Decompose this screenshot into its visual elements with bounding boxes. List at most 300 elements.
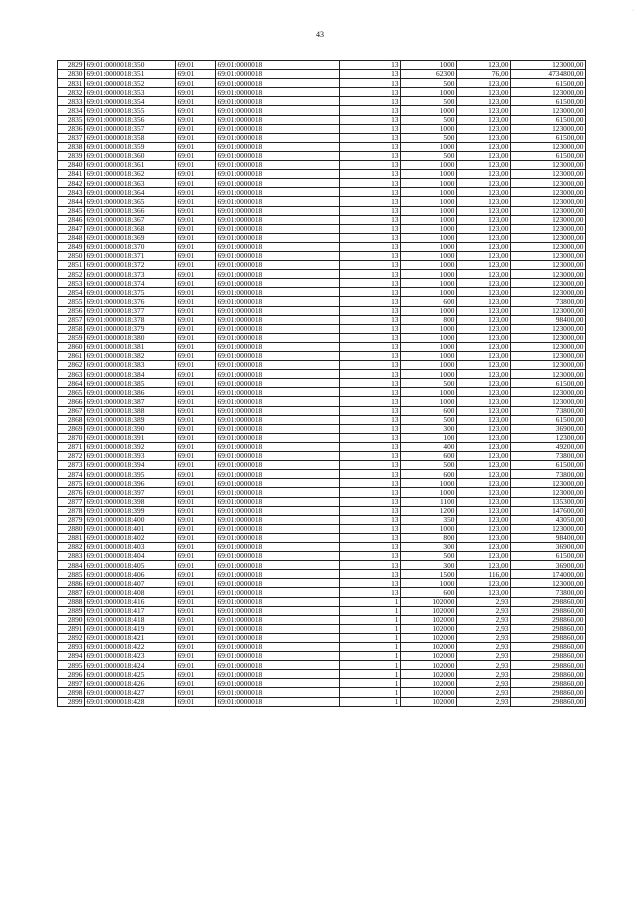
unit-price-cell: 123,00 <box>457 79 511 88</box>
category-cell: 1 <box>340 624 401 633</box>
quarter-code-cell: 69:01:0000018 <box>216 688 340 697</box>
quarter-code-cell: 69:01:0000018 <box>216 370 340 379</box>
quarter-code-cell: 69:01:0000018 <box>216 361 340 370</box>
table-row <box>58 406 586 415</box>
cadastral-number-cell: 69:01:0000018:366 <box>85 206 176 215</box>
table-row <box>58 479 586 488</box>
region-code-cell: 69:01 <box>176 542 216 551</box>
cadastral-number-cell: 69:01:0000018:391 <box>85 433 176 442</box>
cadastral-number-cell: 69:01:0000018:424 <box>85 661 176 670</box>
cadastral-number-cell: 69:01:0000018:358 <box>85 133 176 142</box>
table-row <box>58 579 586 588</box>
area-cell: 1000 <box>401 479 457 488</box>
cadastral-number-cell: 69:01:0000018:351 <box>85 70 176 79</box>
category-cell: 13 <box>340 542 401 551</box>
table-row <box>58 415 586 424</box>
total-value-cell: 123000,00 <box>511 479 586 488</box>
region-code-cell: 69:01 <box>176 170 216 179</box>
row-number-cell: 2897 <box>58 679 85 688</box>
cadastral-number-cell: 69:01:0000018:380 <box>85 333 176 342</box>
region-code-cell: 69:01 <box>176 561 216 570</box>
unit-price-cell: 123,00 <box>457 388 511 397</box>
total-value-cell: 123000,00 <box>511 188 586 197</box>
area-cell: 1000 <box>401 388 457 397</box>
cadastral-number-cell: 69:01:0000018:361 <box>85 161 176 170</box>
cadastral-number-cell: 69:01:0000018:392 <box>85 442 176 451</box>
total-value-cell: 61500,00 <box>511 552 586 561</box>
category-cell: 13 <box>340 151 401 160</box>
category-cell: 1 <box>340 652 401 661</box>
region-code-cell: 69:01 <box>176 124 216 133</box>
area-cell: 102000 <box>401 679 457 688</box>
region-code-cell: 69:01 <box>176 442 216 451</box>
area-cell: 500 <box>401 151 457 160</box>
row-number-cell: 2890 <box>58 615 85 624</box>
total-value-cell: 123000,00 <box>511 170 586 179</box>
area-cell: 1000 <box>401 524 457 533</box>
row-number-cell: 2843 <box>58 188 85 197</box>
quarter-code-cell: 69:01:0000018 <box>216 406 340 415</box>
row-number-cell: 2864 <box>58 379 85 388</box>
unit-price-cell: 123,00 <box>457 179 511 188</box>
area-cell: 1000 <box>401 88 457 97</box>
table-row <box>58 461 586 470</box>
area-cell: 1000 <box>401 324 457 333</box>
row-number-cell: 2867 <box>58 406 85 415</box>
area-cell: 500 <box>401 133 457 142</box>
row-number-cell: 2856 <box>58 306 85 315</box>
region-code-cell: 69:01 <box>176 488 216 497</box>
area-cell: 1000 <box>401 142 457 151</box>
unit-price-cell: 123,00 <box>457 142 511 151</box>
region-code-cell: 69:01 <box>176 406 216 415</box>
unit-price-cell: 2,93 <box>457 670 511 679</box>
total-value-cell: 123000,00 <box>511 288 586 297</box>
area-cell: 1000 <box>401 288 457 297</box>
area-cell: 500 <box>401 461 457 470</box>
row-number-cell: 2842 <box>58 179 85 188</box>
unit-price-cell: 123,00 <box>457 406 511 415</box>
row-number-cell: 2836 <box>58 124 85 133</box>
cadastral-number-cell: 69:01:0000018:375 <box>85 288 176 297</box>
category-cell: 13 <box>340 324 401 333</box>
region-code-cell: 69:01 <box>176 379 216 388</box>
total-value-cell: 61500,00 <box>511 379 586 388</box>
quarter-code-cell: 69:01:0000018 <box>216 524 340 533</box>
row-number-cell: 2873 <box>58 461 85 470</box>
row-number-cell: 2894 <box>58 652 85 661</box>
table-row <box>58 542 586 551</box>
area-cell: 1000 <box>401 233 457 242</box>
total-value-cell: 298860,00 <box>511 606 586 615</box>
quarter-code-cell: 69:01:0000018 <box>216 79 340 88</box>
area-cell: 102000 <box>401 597 457 606</box>
area-cell: 1000 <box>401 333 457 342</box>
table-row <box>58 433 586 442</box>
category-cell: 13 <box>340 97 401 106</box>
quarter-code-cell: 69:01:0000018 <box>216 670 340 679</box>
quarter-code-cell: 69:01:0000018 <box>216 224 340 233</box>
quarter-code-cell: 69:01:0000018 <box>216 242 340 251</box>
unit-price-cell: 76,00 <box>457 70 511 79</box>
area-cell: 500 <box>401 552 457 561</box>
total-value-cell: 61500,00 <box>511 133 586 142</box>
area-cell: 1000 <box>401 261 457 270</box>
row-number-cell: 2868 <box>58 415 85 424</box>
total-value-cell: 123000,00 <box>511 251 586 260</box>
unit-price-cell: 123,00 <box>457 115 511 124</box>
area-cell: 1000 <box>401 188 457 197</box>
cadastral-number-cell: 69:01:0000018:422 <box>85 643 176 652</box>
unit-price-cell: 123,00 <box>457 552 511 561</box>
cadastral-number-cell: 69:01:0000018:357 <box>85 124 176 133</box>
cadastral-number-cell: 69:01:0000018:403 <box>85 542 176 551</box>
unit-price-cell: 123,00 <box>457 588 511 597</box>
unit-price-cell: 123,00 <box>457 506 511 515</box>
category-cell: 13 <box>340 570 401 579</box>
category-cell: 1 <box>340 606 401 615</box>
unit-price-cell: 2,93 <box>457 652 511 661</box>
total-value-cell: 73800,00 <box>511 452 586 461</box>
region-code-cell: 69:01 <box>176 106 216 115</box>
cadastral-number-cell: 69:01:0000018:371 <box>85 251 176 260</box>
row-number-cell: 2833 <box>58 97 85 106</box>
unit-price-cell: 123,00 <box>457 61 511 70</box>
cadastral-number-cell: 69:01:0000018:400 <box>85 515 176 524</box>
category-cell: 13 <box>340 242 401 251</box>
unit-price-cell: 123,00 <box>457 342 511 351</box>
area-cell: 102000 <box>401 661 457 670</box>
total-value-cell: 123000,00 <box>511 224 586 233</box>
total-value-cell: 123000,00 <box>511 352 586 361</box>
table-row <box>58 88 586 97</box>
quarter-code-cell: 69:01:0000018 <box>216 579 340 588</box>
unit-price-cell: 123,00 <box>457 370 511 379</box>
unit-price-cell: 2,93 <box>457 597 511 606</box>
table-row <box>58 170 586 179</box>
area-cell: 1000 <box>401 179 457 188</box>
area-cell: 1000 <box>401 106 457 115</box>
cadastral-number-cell: 69:01:0000018:368 <box>85 224 176 233</box>
category-cell: 13 <box>340 497 401 506</box>
category-cell: 1 <box>340 670 401 679</box>
category-cell: 13 <box>340 588 401 597</box>
cadastral-number-cell: 69:01:0000018:404 <box>85 552 176 561</box>
category-cell: 1 <box>340 643 401 652</box>
region-code-cell: 69:01 <box>176 552 216 561</box>
row-number-cell: 2834 <box>58 106 85 115</box>
table-row <box>58 533 586 542</box>
quarter-code-cell: 69:01:0000018 <box>216 606 340 615</box>
row-number-cell: 2884 <box>58 561 85 570</box>
region-code-cell: 69:01 <box>176 670 216 679</box>
quarter-code-cell: 69:01:0000018 <box>216 106 340 115</box>
area-cell: 102000 <box>401 688 457 697</box>
region-code-cell: 69:01 <box>176 324 216 333</box>
region-code-cell: 69:01 <box>176 297 216 306</box>
table-row <box>58 315 586 324</box>
cadastral-number-cell: 69:01:0000018:370 <box>85 242 176 251</box>
row-number-cell: 2885 <box>58 570 85 579</box>
quarter-code-cell: 69:01:0000018 <box>216 624 340 633</box>
row-number-cell: 2871 <box>58 442 85 451</box>
total-value-cell: 123000,00 <box>511 124 586 133</box>
unit-price-cell: 123,00 <box>457 479 511 488</box>
total-value-cell: 36900,00 <box>511 424 586 433</box>
quarter-code-cell: 69:01:0000018 <box>216 261 340 270</box>
area-cell: 1000 <box>401 306 457 315</box>
quarter-code-cell: 69:01:0000018 <box>216 133 340 142</box>
total-value-cell: 98400,00 <box>511 533 586 542</box>
table-row <box>58 352 586 361</box>
category-cell: 13 <box>340 251 401 260</box>
cadastral-number-cell: 69:01:0000018:369 <box>85 233 176 242</box>
total-value-cell: 43050,00 <box>511 515 586 524</box>
region-code-cell: 69:01 <box>176 433 216 442</box>
row-number-cell: 2883 <box>58 552 85 561</box>
table-row <box>58 615 586 624</box>
table-row <box>58 652 586 661</box>
total-value-cell: 123000,00 <box>511 324 586 333</box>
table-row <box>58 279 586 288</box>
row-number-cell: 2895 <box>58 661 85 670</box>
category-cell: 13 <box>340 442 401 451</box>
row-number-cell: 2837 <box>58 133 85 142</box>
quarter-code-cell: 69:01:0000018 <box>216 179 340 188</box>
total-value-cell: 123000,00 <box>511 524 586 533</box>
row-number-cell: 2879 <box>58 515 85 524</box>
category-cell: 13 <box>340 197 401 206</box>
category-cell: 13 <box>340 70 401 79</box>
table-row <box>58 70 586 79</box>
table-row <box>58 524 586 533</box>
row-number-cell: 2869 <box>58 424 85 433</box>
category-cell: 13 <box>340 315 401 324</box>
cadastral-number-cell: 69:01:0000018:418 <box>85 615 176 624</box>
category-cell: 1 <box>340 679 401 688</box>
table-row <box>58 624 586 633</box>
table-row <box>58 670 586 679</box>
total-value-cell: 4734800,00 <box>511 70 586 79</box>
total-value-cell: 123000,00 <box>511 161 586 170</box>
row-number-cell: 2893 <box>58 643 85 652</box>
unit-price-cell: 123,00 <box>457 324 511 333</box>
category-cell: 13 <box>340 188 401 197</box>
cadastral-number-cell: 69:01:0000018:426 <box>85 679 176 688</box>
area-cell: 500 <box>401 97 457 106</box>
unit-price-cell: 123,00 <box>457 261 511 270</box>
category-cell: 13 <box>340 479 401 488</box>
cadastral-number-cell: 69:01:0000018:387 <box>85 397 176 406</box>
cadastral-number-cell: 69:01:0000018:395 <box>85 470 176 479</box>
row-number-cell: 2852 <box>58 270 85 279</box>
area-cell: 350 <box>401 515 457 524</box>
area-cell: 102000 <box>401 652 457 661</box>
quarter-code-cell: 69:01:0000018 <box>216 442 340 451</box>
quarter-code-cell: 69:01:0000018 <box>216 170 340 179</box>
row-number-cell: 2854 <box>58 288 85 297</box>
total-value-cell: 123000,00 <box>511 270 586 279</box>
area-cell: 1000 <box>401 370 457 379</box>
total-value-cell: 123000,00 <box>511 261 586 270</box>
area-cell: 800 <box>401 533 457 542</box>
region-code-cell: 69:01 <box>176 606 216 615</box>
area-cell: 1000 <box>401 251 457 260</box>
region-code-cell: 69:01 <box>176 215 216 224</box>
region-code-cell: 69:01 <box>176 306 216 315</box>
table-row <box>58 661 586 670</box>
region-code-cell: 69:01 <box>176 142 216 151</box>
category-cell: 13 <box>340 488 401 497</box>
total-value-cell: 123000,00 <box>511 142 586 151</box>
category-cell: 13 <box>340 206 401 215</box>
cadastral-number-cell: 69:01:0000018:363 <box>85 179 176 188</box>
quarter-code-cell: 69:01:0000018 <box>216 697 340 706</box>
total-value-cell: 61500,00 <box>511 97 586 106</box>
area-cell: 300 <box>401 542 457 551</box>
unit-price-cell: 123,00 <box>457 97 511 106</box>
cadastral-number-cell: 69:01:0000018:378 <box>85 315 176 324</box>
cadastral-number-cell: 69:01:0000018:423 <box>85 652 176 661</box>
category-cell: 1 <box>340 688 401 697</box>
row-number-cell: 2878 <box>58 506 85 515</box>
row-number-cell: 2877 <box>58 497 85 506</box>
region-code-cell: 69:01 <box>176 224 216 233</box>
unit-price-cell: 2,93 <box>457 643 511 652</box>
unit-price-cell: 123,00 <box>457 170 511 179</box>
table-row <box>58 697 586 706</box>
unit-price-cell: 123,00 <box>457 497 511 506</box>
unit-price-cell: 123,00 <box>457 288 511 297</box>
quarter-code-cell: 69:01:0000018 <box>216 324 340 333</box>
row-number-cell: 2832 <box>58 88 85 97</box>
total-value-cell: 123000,00 <box>511 370 586 379</box>
table-row <box>58 597 586 606</box>
unit-price-cell: 123,00 <box>457 333 511 342</box>
cadastral-number-cell: 69:01:0000018:367 <box>85 215 176 224</box>
region-code-cell: 69:01 <box>176 615 216 624</box>
quarter-code-cell: 69:01:0000018 <box>216 552 340 561</box>
table-row <box>58 370 586 379</box>
row-number-cell: 2838 <box>58 142 85 151</box>
table-row <box>58 561 586 570</box>
unit-price-cell: 123,00 <box>457 124 511 133</box>
cadastral-number-cell: 69:01:0000018:383 <box>85 361 176 370</box>
page-number: 43 <box>316 30 324 39</box>
total-value-cell: 298860,00 <box>511 624 586 633</box>
area-cell: 1500 <box>401 570 457 579</box>
region-code-cell: 69:01 <box>176 579 216 588</box>
quarter-code-cell: 69:01:0000018 <box>216 124 340 133</box>
unit-price-cell: 123,00 <box>457 315 511 324</box>
table-row <box>58 270 586 279</box>
area-cell: 102000 <box>401 606 457 615</box>
quarter-code-cell: 69:01:0000018 <box>216 388 340 397</box>
unit-price-cell: 123,00 <box>457 270 511 279</box>
area-cell: 600 <box>401 406 457 415</box>
region-code-cell: 69:01 <box>176 688 216 697</box>
quarter-code-cell: 69:01:0000018 <box>216 61 340 70</box>
total-value-cell: 123000,00 <box>511 279 586 288</box>
region-code-cell: 69:01 <box>176 515 216 524</box>
category-cell: 13 <box>340 224 401 233</box>
row-number-cell: 2860 <box>58 342 85 351</box>
cadastral-number-cell: 69:01:0000018:397 <box>85 488 176 497</box>
category-cell: 1 <box>340 661 401 670</box>
total-value-cell: 36900,00 <box>511 561 586 570</box>
row-number-cell: 2839 <box>58 151 85 160</box>
quarter-code-cell: 69:01:0000018 <box>216 533 340 542</box>
quarter-code-cell: 69:01:0000018 <box>216 279 340 288</box>
total-value-cell: 298860,00 <box>511 652 586 661</box>
table-row <box>58 133 586 142</box>
total-value-cell: 298860,00 <box>511 679 586 688</box>
unit-price-cell: 123,00 <box>457 561 511 570</box>
region-code-cell: 69:01 <box>176 288 216 297</box>
registry-table-body <box>58 61 586 707</box>
quarter-code-cell: 69:01:0000018 <box>216 142 340 151</box>
unit-price-cell: 123,00 <box>457 215 511 224</box>
unit-price-cell: 123,00 <box>457 352 511 361</box>
table-row <box>58 233 586 242</box>
area-cell: 1000 <box>401 361 457 370</box>
area-cell: 1000 <box>401 124 457 133</box>
region-code-cell: 69:01 <box>176 506 216 515</box>
area-cell: 1000 <box>401 270 457 279</box>
quarter-code-cell: 69:01:0000018 <box>216 661 340 670</box>
unit-price-cell: 2,93 <box>457 615 511 624</box>
table-row <box>58 515 586 524</box>
category-cell: 13 <box>340 88 401 97</box>
area-cell: 1000 <box>401 161 457 170</box>
cadastral-number-cell: 69:01:0000018:428 <box>85 697 176 706</box>
area-cell: 1000 <box>401 579 457 588</box>
region-code-cell: 69:01 <box>176 133 216 142</box>
region-code-cell: 69:01 <box>176 206 216 215</box>
row-number-cell: 2875 <box>58 479 85 488</box>
quarter-code-cell: 69:01:0000018 <box>216 88 340 97</box>
category-cell: 13 <box>340 370 401 379</box>
table-row <box>58 643 586 652</box>
unit-price-cell: 123,00 <box>457 106 511 115</box>
unit-price-cell: 123,00 <box>457 442 511 451</box>
row-number-cell: 2850 <box>58 251 85 260</box>
region-code-cell: 69:01 <box>176 197 216 206</box>
cadastral-number-cell: 69:01:0000018:379 <box>85 324 176 333</box>
row-number-cell: 2857 <box>58 315 85 324</box>
quarter-code-cell: 69:01:0000018 <box>216 315 340 324</box>
quarter-code-cell: 69:01:0000018 <box>216 197 340 206</box>
category-cell: 13 <box>340 388 401 397</box>
cadastral-number-cell: 69:01:0000018:381 <box>85 342 176 351</box>
quarter-code-cell: 69:01:0000018 <box>216 652 340 661</box>
area-cell: 600 <box>401 588 457 597</box>
quarter-code-cell: 69:01:0000018 <box>216 615 340 624</box>
unit-price-cell: 123,00 <box>457 424 511 433</box>
total-value-cell: 123000,00 <box>511 61 586 70</box>
table-row <box>58 452 586 461</box>
area-cell: 500 <box>401 115 457 124</box>
unit-price-cell: 123,00 <box>457 197 511 206</box>
total-value-cell: 298860,00 <box>511 670 586 679</box>
row-number-cell: 2851 <box>58 261 85 270</box>
row-number-cell: 2848 <box>58 233 85 242</box>
table-row <box>58 251 586 260</box>
region-code-cell: 69:01 <box>176 633 216 642</box>
region-code-cell: 69:01 <box>176 388 216 397</box>
quarter-code-cell: 69:01:0000018 <box>216 488 340 497</box>
total-value-cell: 73800,00 <box>511 406 586 415</box>
